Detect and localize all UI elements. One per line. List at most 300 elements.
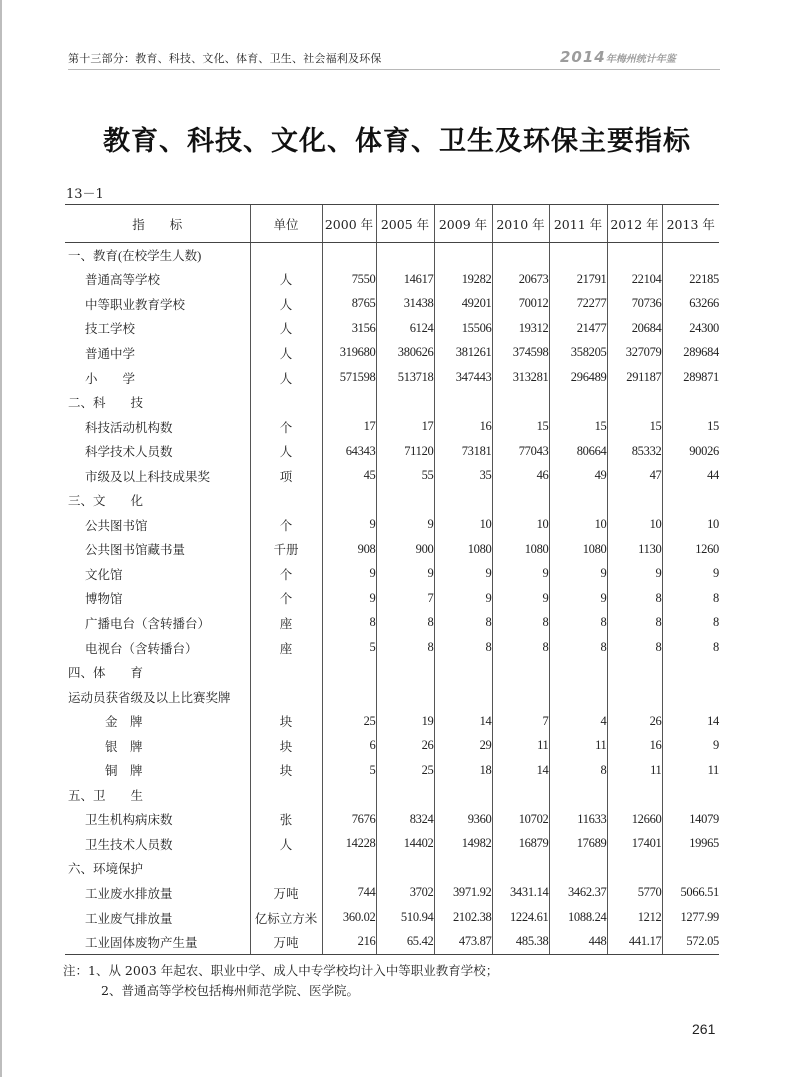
unit-cell: 块	[250, 709, 322, 734]
indicator-name: 普通高等学校	[85, 273, 161, 288]
value-cell: 8	[376, 635, 434, 660]
value-cell: 70736	[607, 292, 662, 317]
value-cell: 10	[434, 513, 492, 538]
value-cell	[434, 390, 492, 415]
table-row	[65, 660, 719, 685]
value-cell: 9360	[434, 807, 492, 832]
value-cell: 17401	[607, 832, 662, 857]
yearbook-logo	[560, 48, 676, 66]
value-cell	[607, 390, 662, 415]
value-cell: 7	[492, 709, 549, 734]
unit-cell: 人	[250, 341, 322, 366]
value-cell: 358205	[549, 341, 607, 366]
table-row	[65, 316, 719, 341]
table-row	[65, 881, 719, 906]
indicator-name: 公共图书馆	[85, 518, 148, 533]
value-cell: 8765	[322, 292, 376, 317]
value-cell: 90026	[662, 439, 719, 464]
indicator-name: 银 牌	[105, 739, 143, 754]
value-cell: 7	[376, 586, 434, 611]
value-cell: 485.38	[492, 930, 549, 955]
value-cell: 20684	[607, 316, 662, 341]
value-cell: 9	[376, 513, 434, 538]
value-cell: 11	[549, 733, 607, 758]
value-cell: 9	[607, 562, 662, 587]
note-line-1: 注：1、从 2003 年起农、职业中学、成人中专学校均计入中等职业教育学校；	[63, 963, 499, 978]
value-cell: 10702	[492, 807, 549, 832]
value-cell: 9	[322, 562, 376, 587]
value-cell	[662, 684, 719, 709]
value-cell: 22104	[607, 267, 662, 292]
indicator-name: 普通中学	[85, 346, 136, 361]
column-header: 2011 年	[549, 205, 607, 243]
value-cell: 1277.99	[662, 905, 719, 930]
value-cell: 1224.61	[492, 905, 549, 930]
value-cell	[549, 390, 607, 415]
column-header: 2013 年	[662, 205, 719, 243]
value-cell	[434, 243, 492, 268]
indicator-name: 运动员获省级及以上比赛奖牌	[68, 690, 231, 705]
value-cell	[376, 660, 434, 685]
page-number: 261	[692, 1021, 716, 1037]
value-cell: 17689	[549, 832, 607, 857]
value-cell: 10	[549, 513, 607, 538]
value-cell: 14228	[322, 832, 376, 857]
value-cell: 11	[492, 733, 549, 758]
value-cell	[376, 783, 434, 808]
note-line-2: 2、普通高等学校包括梅州师范学院、医学院。	[101, 983, 359, 998]
indicators-table	[65, 204, 719, 955]
value-cell: 8	[549, 758, 607, 783]
value-cell: 8	[607, 586, 662, 611]
value-cell: 8	[549, 611, 607, 636]
value-cell: 8	[662, 635, 719, 660]
value-cell: 510.94	[376, 905, 434, 930]
value-cell: 55	[376, 463, 434, 488]
value-cell: 18	[434, 758, 492, 783]
value-cell: 571598	[322, 365, 376, 390]
unit-cell: 人	[250, 439, 322, 464]
value-cell: 744	[322, 881, 376, 906]
unit-cell: 座	[250, 611, 322, 636]
indicator-name: 工业固体废物产生量	[65, 930, 250, 955]
unit-cell	[250, 660, 322, 685]
value-cell	[607, 856, 662, 881]
table-row	[65, 414, 719, 439]
value-cell	[549, 660, 607, 685]
value-cell: 19	[376, 709, 434, 734]
value-cell	[434, 684, 492, 709]
value-cell: 16879	[492, 832, 549, 857]
unit-cell: 项	[250, 463, 322, 488]
column-header: 单位	[250, 205, 322, 243]
value-cell	[662, 660, 719, 685]
value-cell	[322, 783, 376, 808]
indicator-name: 四、体 育	[68, 666, 144, 681]
table-row	[65, 488, 719, 513]
page-title: 教育、科技、文化、体育、卫生及环保主要指标	[103, 126, 691, 157]
unit-cell	[250, 783, 322, 808]
indicator-name: 一、教育(在校学生人数)	[68, 249, 202, 264]
table-row	[65, 856, 719, 881]
value-cell: 11633	[549, 807, 607, 832]
value-cell: 360.02	[322, 905, 376, 930]
value-cell: 71120	[376, 439, 434, 464]
value-cell: 8	[607, 611, 662, 636]
unit-cell: 块	[250, 733, 322, 758]
value-cell: 3156	[322, 316, 376, 341]
value-cell: 5066.51	[662, 881, 719, 906]
value-cell: 10	[662, 513, 719, 538]
unit-cell: 块	[250, 758, 322, 783]
value-cell	[376, 243, 434, 268]
value-cell: 8	[322, 611, 376, 636]
unit-cell	[250, 684, 322, 709]
unit-cell: 人	[250, 832, 322, 857]
value-cell	[492, 783, 549, 808]
value-cell: 25	[376, 758, 434, 783]
value-cell	[376, 856, 434, 881]
value-cell: 14617	[376, 267, 434, 292]
unit-cell: 张	[250, 807, 322, 832]
table-body	[65, 243, 719, 955]
unit-cell: 座	[250, 635, 322, 660]
value-cell: 9	[376, 562, 434, 587]
value-cell: 289871	[662, 365, 719, 390]
value-cell	[376, 684, 434, 709]
unit-cell	[250, 856, 322, 881]
value-cell: 11	[662, 758, 719, 783]
value-cell: 313281	[492, 365, 549, 390]
value-cell: 513718	[376, 365, 434, 390]
value-cell: 1088.24	[549, 905, 607, 930]
indicator-name: 工业废气排放量	[85, 911, 173, 926]
value-cell	[434, 660, 492, 685]
table-row	[65, 292, 719, 317]
indicator-name: 工业废水排放量	[85, 886, 173, 901]
indicator-name: 电视台（含转播台）	[85, 641, 198, 656]
table-row	[65, 807, 719, 832]
value-cell: 14079	[662, 807, 719, 832]
value-cell: 381261	[434, 341, 492, 366]
value-cell	[492, 660, 549, 685]
value-cell: 1080	[492, 537, 549, 562]
value-cell: 9	[549, 586, 607, 611]
value-cell: 11	[607, 758, 662, 783]
value-cell: 21477	[549, 316, 607, 341]
column-header: 指 标	[65, 205, 250, 243]
value-cell: 296489	[549, 365, 607, 390]
value-cell: 45	[322, 463, 376, 488]
value-cell	[322, 243, 376, 268]
value-cell	[322, 390, 376, 415]
indicator-name: 科学技术人员数	[85, 445, 173, 460]
table-header-row	[65, 205, 719, 243]
unit-cell	[250, 488, 322, 513]
indicator-name: 科技活动机构数	[85, 420, 173, 435]
value-cell: 908	[322, 537, 376, 562]
unit-cell: 个	[250, 562, 322, 587]
value-cell: 8	[607, 635, 662, 660]
value-cell: 7676	[322, 807, 376, 832]
value-cell: 289684	[662, 341, 719, 366]
value-cell: 14	[492, 758, 549, 783]
value-cell: 327079	[607, 341, 662, 366]
unit-cell: 个	[250, 513, 322, 538]
value-cell: 3431.14	[492, 881, 549, 906]
value-cell: 9	[434, 586, 492, 611]
table-row	[65, 463, 719, 488]
indicator-name: 小 学	[85, 371, 136, 386]
value-cell: 9	[322, 513, 376, 538]
value-cell: 19312	[492, 316, 549, 341]
value-cell	[607, 783, 662, 808]
value-cell: 319680	[322, 341, 376, 366]
value-cell: 63266	[662, 292, 719, 317]
indicator-name: 铜 牌	[105, 764, 143, 779]
value-cell	[607, 488, 662, 513]
value-cell	[434, 783, 492, 808]
table-row	[65, 243, 719, 268]
value-cell: 26	[607, 709, 662, 734]
unit-cell: 个	[250, 586, 322, 611]
value-cell: 31438	[376, 292, 434, 317]
column-header: 2005 年	[376, 205, 434, 243]
value-cell	[607, 243, 662, 268]
value-cell: 19282	[434, 267, 492, 292]
indicator-name: 公共图书馆藏书量	[85, 543, 186, 558]
value-cell	[549, 684, 607, 709]
value-cell: 16	[434, 414, 492, 439]
table-row	[65, 684, 719, 709]
table-code: 13－1	[66, 187, 104, 202]
value-cell: 3462.37	[549, 881, 607, 906]
column-header: 2000 年	[322, 205, 376, 243]
value-cell: 9	[662, 562, 719, 587]
value-cell: 15	[607, 414, 662, 439]
yearbook-year: 2014	[560, 48, 606, 66]
value-cell: 8	[434, 635, 492, 660]
value-cell: 85332	[607, 439, 662, 464]
unit-cell: 亿标立方米	[250, 905, 322, 930]
value-cell	[322, 684, 376, 709]
value-cell: 9	[662, 733, 719, 758]
table-row	[65, 709, 719, 734]
value-cell	[549, 243, 607, 268]
value-cell	[492, 243, 549, 268]
value-cell: 77043	[492, 439, 549, 464]
value-cell	[549, 488, 607, 513]
value-cell	[662, 390, 719, 415]
running-header-rule	[68, 69, 720, 70]
value-cell	[662, 783, 719, 808]
unit-cell: 万吨	[250, 930, 322, 955]
value-cell: 65.42	[376, 930, 434, 955]
value-cell: 9	[322, 586, 376, 611]
value-cell	[322, 856, 376, 881]
value-cell: 70012	[492, 292, 549, 317]
value-cell: 15	[549, 414, 607, 439]
value-cell: 1080	[434, 537, 492, 562]
value-cell	[376, 488, 434, 513]
value-cell: 216	[322, 930, 376, 955]
value-cell: 8	[662, 611, 719, 636]
value-cell: 20673	[492, 267, 549, 292]
value-cell: 4	[549, 709, 607, 734]
value-cell: 21791	[549, 267, 607, 292]
value-cell: 46	[492, 463, 549, 488]
value-cell: 8	[549, 635, 607, 660]
value-cell	[492, 856, 549, 881]
indicator-name: 博物馆	[85, 592, 123, 607]
value-cell: 44	[662, 463, 719, 488]
indicator-name: 六、环境保护	[68, 862, 144, 877]
yearbook-title: 年梅州统计年鉴	[605, 54, 676, 65]
value-cell: 7550	[322, 267, 376, 292]
table-row	[65, 783, 719, 808]
value-cell: 64343	[322, 439, 376, 464]
value-cell: 441.17	[607, 930, 662, 955]
table-row	[65, 267, 719, 292]
indicator-name: 金 牌	[105, 715, 143, 730]
table-row	[65, 390, 719, 415]
value-cell: 900	[376, 537, 434, 562]
table-row	[65, 586, 719, 611]
value-cell: 10	[492, 513, 549, 538]
indicator-name: 中等职业教育学校	[85, 297, 186, 312]
value-cell: 12660	[607, 807, 662, 832]
table-row	[65, 513, 719, 538]
page-edge-rule	[0, 0, 2, 1077]
value-cell: 15	[492, 414, 549, 439]
value-cell	[322, 660, 376, 685]
value-cell: 14	[434, 709, 492, 734]
value-cell: 5	[322, 635, 376, 660]
unit-cell: 个	[250, 414, 322, 439]
value-cell: 47	[607, 463, 662, 488]
running-header-section: 第十三部分：教育、科技、文化、体育、卫生、社会福利及环保	[68, 52, 382, 65]
table-row	[65, 758, 719, 783]
unit-cell: 万吨	[250, 881, 322, 906]
indicator-name: 技工学校	[85, 322, 136, 337]
value-cell	[322, 488, 376, 513]
unit-cell	[250, 243, 322, 268]
value-cell: 24300	[662, 316, 719, 341]
table-row	[65, 439, 719, 464]
value-cell: 72277	[549, 292, 607, 317]
column-header: 2012 年	[607, 205, 662, 243]
value-cell: 473.87	[434, 930, 492, 955]
value-cell	[549, 783, 607, 808]
table-row	[65, 930, 719, 955]
table-notes	[63, 961, 498, 1001]
value-cell: 8	[376, 611, 434, 636]
value-cell: 16	[607, 733, 662, 758]
indicator-name: 市级及以上科技成果奖	[85, 469, 211, 484]
value-cell: 5770	[607, 881, 662, 906]
table-row	[65, 832, 719, 857]
indicator-name: 二、科 技	[68, 396, 144, 411]
unit-cell: 人	[250, 267, 322, 292]
value-cell: 8	[662, 586, 719, 611]
value-cell	[549, 856, 607, 881]
value-cell: 14982	[434, 832, 492, 857]
value-cell: 22185	[662, 267, 719, 292]
value-cell: 14	[662, 709, 719, 734]
value-cell	[434, 488, 492, 513]
table-row	[65, 733, 719, 758]
value-cell: 35	[434, 463, 492, 488]
value-cell: 73181	[434, 439, 492, 464]
value-cell	[662, 488, 719, 513]
value-cell	[434, 856, 492, 881]
unit-cell: 人	[250, 365, 322, 390]
value-cell: 49201	[434, 292, 492, 317]
value-cell: 2102.38	[434, 905, 492, 930]
unit-cell: 人	[250, 292, 322, 317]
value-cell	[492, 488, 549, 513]
indicator-name: 卫生技术人员数	[85, 837, 173, 852]
value-cell: 3702	[376, 881, 434, 906]
table-row	[65, 341, 719, 366]
value-cell: 8	[492, 611, 549, 636]
value-cell: 291187	[607, 365, 662, 390]
value-cell: 1130	[607, 537, 662, 562]
value-cell: 25	[322, 709, 376, 734]
value-cell	[607, 684, 662, 709]
column-header: 2009 年	[434, 205, 492, 243]
value-cell: 1260	[662, 537, 719, 562]
unit-cell	[250, 390, 322, 415]
value-cell: 49	[549, 463, 607, 488]
value-cell: 15506	[434, 316, 492, 341]
value-cell	[607, 660, 662, 685]
table-row	[65, 635, 719, 660]
value-cell	[662, 856, 719, 881]
value-cell: 6	[322, 733, 376, 758]
value-cell: 3971.92	[434, 881, 492, 906]
value-cell: 10	[607, 513, 662, 538]
value-cell: 80664	[549, 439, 607, 464]
value-cell	[492, 390, 549, 415]
value-cell: 17	[322, 414, 376, 439]
value-cell: 1080	[549, 537, 607, 562]
value-cell: 26	[376, 733, 434, 758]
indicator-name: 广播电台（含转播台）	[85, 616, 211, 631]
value-cell: 6124	[376, 316, 434, 341]
table-row	[65, 365, 719, 390]
value-cell: 380626	[376, 341, 434, 366]
value-cell: 374598	[492, 341, 549, 366]
value-cell: 347443	[434, 365, 492, 390]
value-cell: 8	[434, 611, 492, 636]
value-cell: 9	[492, 586, 549, 611]
value-cell: 5	[322, 758, 376, 783]
value-cell: 8324	[376, 807, 434, 832]
value-cell: 1212	[607, 905, 662, 930]
value-cell	[492, 684, 549, 709]
value-cell: 14402	[376, 832, 434, 857]
indicator-name: 卫生机构病床数	[85, 813, 173, 828]
value-cell: 572.05	[662, 930, 719, 955]
table-row	[65, 537, 719, 562]
column-header: 2010 年	[492, 205, 549, 243]
value-cell: 8	[492, 635, 549, 660]
indicator-name: 文化馆	[85, 567, 123, 582]
value-cell: 9	[434, 562, 492, 587]
unit-cell: 千册	[250, 537, 322, 562]
value-cell: 9	[492, 562, 549, 587]
